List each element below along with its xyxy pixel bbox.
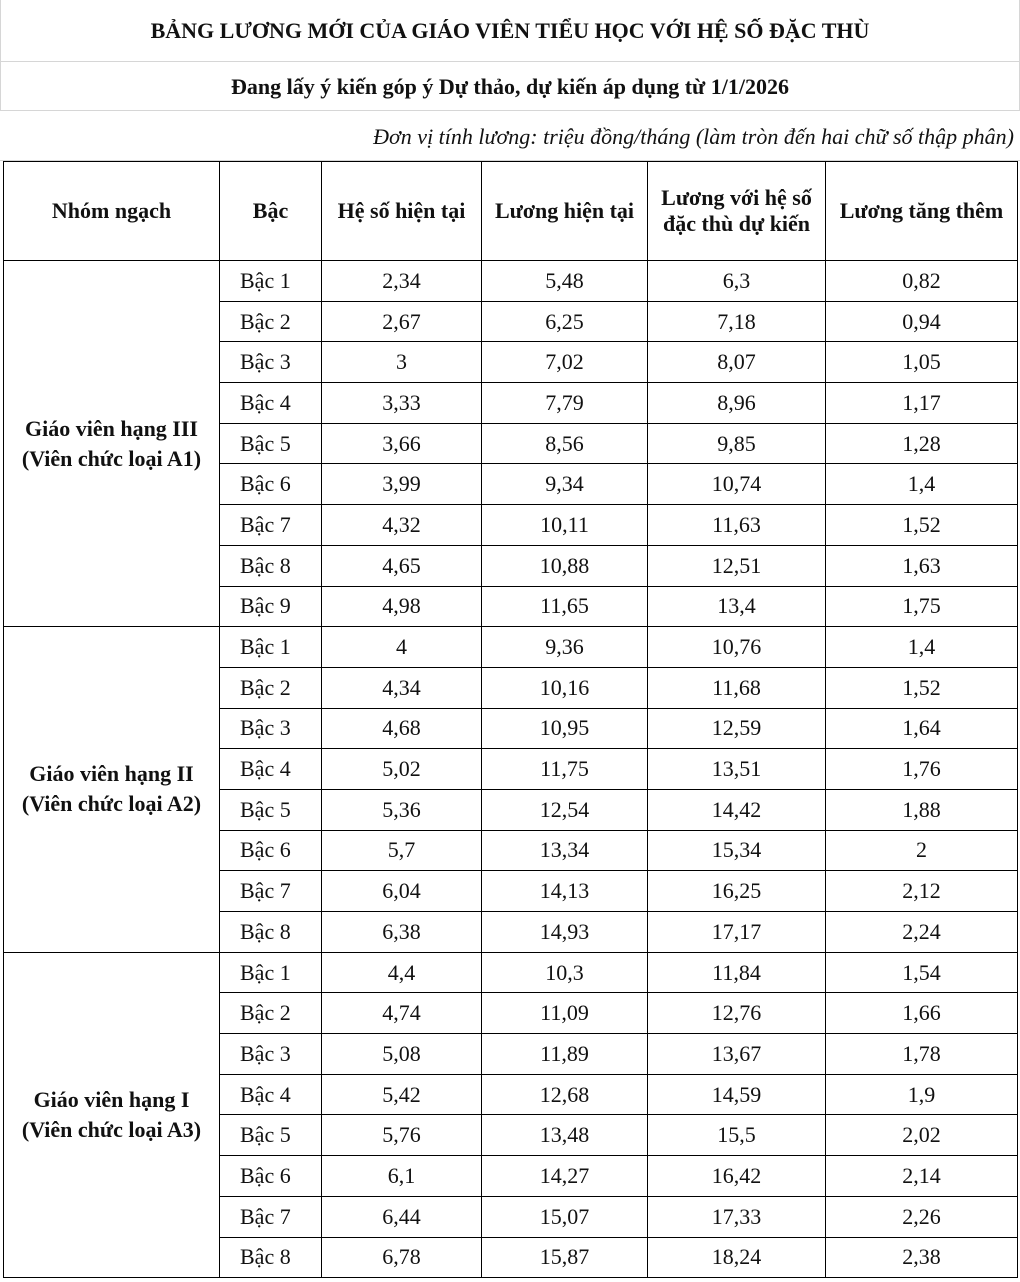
new-salary-cell: 15,34	[648, 830, 826, 871]
group-name-line1: Giáo viên hạng I	[33, 1086, 190, 1112]
level-cell: Bậc 1	[220, 952, 322, 993]
level-cell: Bậc 5	[220, 789, 322, 830]
coefficient-cell: 3,33	[322, 383, 482, 424]
table-row	[4, 627, 1018, 668]
coefficient-cell: 4,98	[322, 586, 482, 627]
level-cell: Bậc 7	[220, 1196, 322, 1237]
group-name-line1: Giáo viên hạng III	[25, 415, 198, 441]
current-salary-cell: 12,68	[482, 1074, 648, 1115]
current-salary-cell: 11,65	[482, 586, 648, 627]
current-salary-cell: 12,54	[482, 789, 648, 830]
increase-cell: 2,12	[826, 871, 1018, 912]
level-cell: Bậc 2	[220, 667, 322, 708]
increase-cell: 1,17	[826, 383, 1018, 424]
current-salary-cell: 8,56	[482, 423, 648, 464]
level-cell: Bậc 6	[220, 1156, 322, 1197]
increase-cell: 1,9	[826, 1074, 1018, 1115]
header-new-salary-line2: đặc thù dự kiến	[662, 211, 811, 236]
level-cell: Bậc 4	[220, 749, 322, 790]
increase-cell: 2,38	[826, 1237, 1018, 1278]
level-cell: Bậc 5	[220, 1115, 322, 1156]
group-name-cell	[4, 261, 220, 627]
group-name-cell	[4, 952, 220, 1278]
increase-cell: 2,24	[826, 912, 1018, 953]
group-name-line2: (Viên chức loại A3)	[21, 1116, 202, 1142]
current-salary-cell: 14,93	[482, 912, 648, 953]
new-salary-cell: 12,59	[648, 708, 826, 749]
header-row	[4, 162, 1018, 261]
coefficient-cell: 6,44	[322, 1196, 482, 1237]
level-cell: Bậc 3	[220, 342, 322, 383]
new-salary-cell: 8,07	[648, 342, 826, 383]
level-cell: Bậc 6	[220, 464, 322, 505]
current-salary-cell: 11,09	[482, 993, 648, 1034]
current-salary-cell: 9,36	[482, 627, 648, 668]
header-new-salary-line1: Lương với hệ số	[661, 185, 812, 210]
coefficient-cell: 5,7	[322, 830, 482, 871]
coefficient-cell: 4,4	[322, 952, 482, 993]
new-salary-cell: 10,76	[648, 627, 826, 668]
level-cell: Bậc 2	[220, 993, 322, 1034]
current-salary-cell: 10,16	[482, 667, 648, 708]
current-salary-cell: 14,13	[482, 871, 648, 912]
increase-cell: 1,64	[826, 708, 1018, 749]
coefficient-cell: 4,34	[322, 667, 482, 708]
coefficient-cell: 6,04	[322, 871, 482, 912]
new-salary-cell: 16,42	[648, 1156, 826, 1197]
header-new-salary	[648, 162, 826, 261]
current-salary-cell: 10,88	[482, 545, 648, 586]
current-salary-cell: 15,07	[482, 1196, 648, 1237]
increase-cell: 2,26	[826, 1196, 1018, 1237]
new-salary-cell: 14,59	[648, 1074, 826, 1115]
new-salary-cell: 17,33	[648, 1196, 826, 1237]
increase-cell: 1,75	[826, 586, 1018, 627]
new-salary-cell: 18,24	[648, 1237, 826, 1278]
current-salary-cell: 10,3	[482, 952, 648, 993]
current-salary-cell: 7,02	[482, 342, 648, 383]
group-name-line2: (Viên chức loại A2)	[21, 791, 202, 817]
current-salary-cell: 10,95	[482, 708, 648, 749]
level-cell: Bậc 7	[220, 871, 322, 912]
current-salary-cell: 10,11	[482, 505, 648, 546]
level-cell: Bậc 3	[220, 708, 322, 749]
current-salary-cell: 13,48	[482, 1115, 648, 1156]
coefficient-cell: 5,08	[322, 1034, 482, 1075]
increase-cell: 1,88	[826, 789, 1018, 830]
coefficient-cell: 3,66	[322, 423, 482, 464]
new-salary-cell: 13,67	[648, 1034, 826, 1075]
coefficient-cell: 5,42	[322, 1074, 482, 1115]
level-cell: Bậc 6	[220, 830, 322, 871]
current-salary-cell: 11,89	[482, 1034, 648, 1075]
level-cell: Bậc 7	[220, 505, 322, 546]
level-cell: Bậc 8	[220, 912, 322, 953]
current-salary-cell: 15,87	[482, 1237, 648, 1278]
coefficient-cell: 5,76	[322, 1115, 482, 1156]
group-name-cell	[4, 627, 220, 953]
level-cell: Bậc 4	[220, 1074, 322, 1115]
table-title: BẢNG LƯƠNG MỚI CỦA GIÁO VIÊN TIỂU HỌC VỚI HỆ SỐ ĐẶC THÙ	[0, 0, 1020, 62]
salary-table	[3, 161, 1018, 1278]
new-salary-cell: 7,18	[648, 301, 826, 342]
new-salary-cell: 9,85	[648, 423, 826, 464]
increase-cell: 1,76	[826, 749, 1018, 790]
increase-cell: 1,54	[826, 952, 1018, 993]
level-cell: Bậc 8	[220, 1237, 322, 1278]
coefficient-cell: 6,78	[322, 1237, 482, 1278]
new-salary-cell: 12,76	[648, 993, 826, 1034]
level-cell: Bậc 8	[220, 545, 322, 586]
coefficient-cell: 5,36	[322, 789, 482, 830]
table-subtitle: Đang lấy ý kiến góp ý Dự thảo, dự kiến áp dụng từ 1/1/2026	[0, 62, 1020, 111]
new-salary-cell: 17,17	[648, 912, 826, 953]
coefficient-cell: 6,38	[322, 912, 482, 953]
table-row	[4, 952, 1018, 993]
coefficient-cell: 2,67	[322, 301, 482, 342]
current-salary-cell: 7,79	[482, 383, 648, 424]
coefficient-cell: 4,68	[322, 708, 482, 749]
increase-cell: 1,52	[826, 505, 1018, 546]
new-salary-cell: 16,25	[648, 871, 826, 912]
unit-note: Đơn vị tính lương: triệu đồng/tháng (làm tròn đến hai chữ số thập phân)	[0, 111, 1020, 161]
increase-cell: 2,14	[826, 1156, 1018, 1197]
increase-cell: 2,02	[826, 1115, 1018, 1156]
new-salary-cell: 11,68	[648, 667, 826, 708]
coefficient-cell: 3	[322, 342, 482, 383]
new-salary-cell: 11,84	[648, 952, 826, 993]
new-salary-cell: 8,96	[648, 383, 826, 424]
coefficient-cell: 2,34	[322, 261, 482, 302]
new-salary-cell: 13,51	[648, 749, 826, 790]
increase-cell: 2	[826, 830, 1018, 871]
current-salary-cell: 11,75	[482, 749, 648, 790]
increase-cell: 1,4	[826, 464, 1018, 505]
increase-cell: 1,63	[826, 545, 1018, 586]
level-cell: Bậc 1	[220, 627, 322, 668]
new-salary-cell: 15,5	[648, 1115, 826, 1156]
level-cell: Bậc 9	[220, 586, 322, 627]
increase-cell: 1,28	[826, 423, 1018, 464]
table-body	[4, 261, 1018, 1278]
header-coefficient: Hệ số hiện tại	[322, 162, 482, 261]
group-name-line1: Giáo viên hạng II	[29, 761, 194, 787]
coefficient-cell: 4,74	[322, 993, 482, 1034]
increase-cell: 1,52	[826, 667, 1018, 708]
coefficient-cell: 3,99	[322, 464, 482, 505]
new-salary-cell: 6,3	[648, 261, 826, 302]
level-cell: Bậc 5	[220, 423, 322, 464]
header-increase: Lương tăng thêm	[826, 162, 1018, 261]
increase-cell: 0,82	[826, 261, 1018, 302]
group-name-line2: (Viên chức loại A1)	[21, 445, 202, 471]
level-cell: Bậc 1	[220, 261, 322, 302]
current-salary-cell: 13,34	[482, 830, 648, 871]
level-cell: Bậc 2	[220, 301, 322, 342]
increase-cell: 1,78	[826, 1034, 1018, 1075]
current-salary-cell: 5,48	[482, 261, 648, 302]
current-salary-cell: 6,25	[482, 301, 648, 342]
new-salary-cell: 13,4	[648, 586, 826, 627]
increase-cell: 1,66	[826, 993, 1018, 1034]
coefficient-cell: 4,65	[322, 545, 482, 586]
coefficient-cell: 5,02	[322, 749, 482, 790]
increase-cell: 0,94	[826, 301, 1018, 342]
coefficient-cell: 4,32	[322, 505, 482, 546]
current-salary-cell: 14,27	[482, 1156, 648, 1197]
header-current-salary: Lương hiện tại	[482, 162, 648, 261]
current-salary-cell: 9,34	[482, 464, 648, 505]
new-salary-cell: 12,51	[648, 545, 826, 586]
coefficient-cell: 4	[322, 627, 482, 668]
level-cell: Bậc 3	[220, 1034, 322, 1075]
level-cell: Bậc 4	[220, 383, 322, 424]
header-level: Bậc	[220, 162, 322, 261]
header-group: Nhóm ngạch	[4, 162, 220, 261]
increase-cell: 1,05	[826, 342, 1018, 383]
increase-cell: 1,4	[826, 627, 1018, 668]
table-row	[4, 261, 1018, 302]
new-salary-cell: 11,63	[648, 505, 826, 546]
new-salary-cell: 14,42	[648, 789, 826, 830]
new-salary-cell: 10,74	[648, 464, 826, 505]
coefficient-cell: 6,1	[322, 1156, 482, 1197]
